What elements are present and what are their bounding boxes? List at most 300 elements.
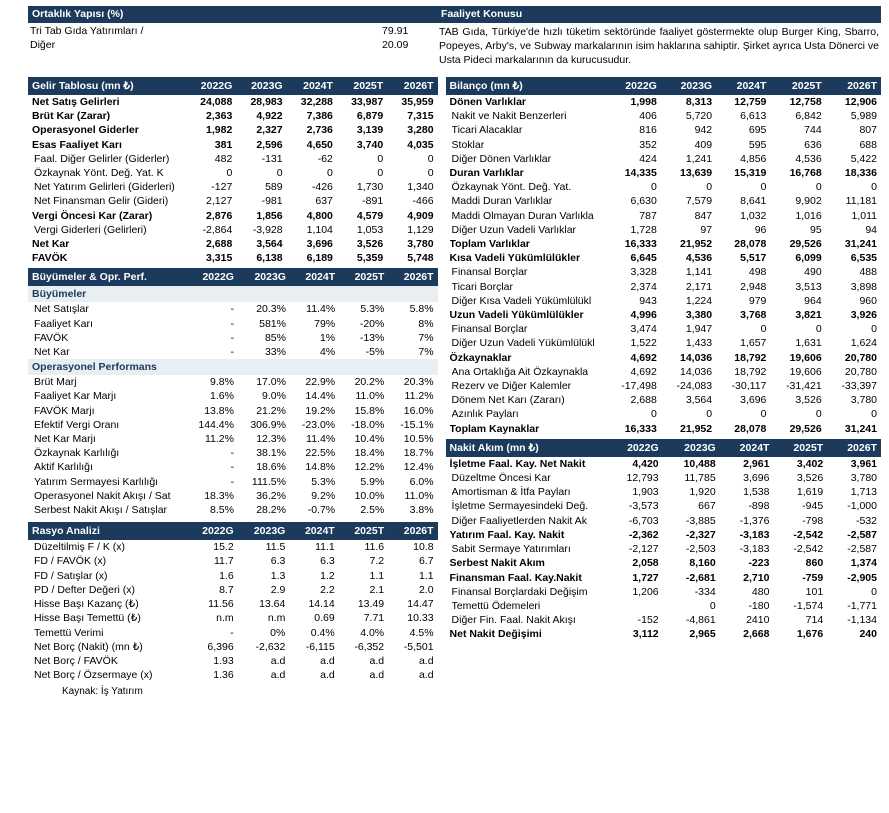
row-value: 11.2% bbox=[204, 433, 234, 446]
table-row bbox=[28, 583, 438, 597]
row-label-cell bbox=[28, 317, 186, 331]
row-value: 4,856 bbox=[740, 152, 767, 165]
row-value: 6,138 bbox=[256, 252, 283, 265]
column-header: 2023G bbox=[238, 268, 290, 286]
row-label-cell bbox=[446, 542, 606, 556]
row-label-cell bbox=[28, 345, 186, 359]
row-label-cell bbox=[28, 95, 186, 109]
row-value: 0 bbox=[377, 152, 384, 165]
row-value: 3,898 bbox=[850, 280, 877, 293]
row-value: a.d bbox=[320, 669, 335, 682]
row-value: 22.9% bbox=[305, 376, 336, 389]
table-row bbox=[28, 194, 438, 208]
row-label: Özkaynak Yönt. Değ. Yat. K bbox=[34, 167, 164, 180]
row-label: İşletme Faal. Kay. Net Nakit bbox=[449, 457, 586, 470]
row-value: 4,420 bbox=[632, 457, 659, 470]
row-label-cell bbox=[28, 418, 186, 432]
row-value: 28,983 bbox=[250, 96, 283, 108]
row-value: 7.71 bbox=[363, 612, 385, 625]
row-value: 3,768 bbox=[740, 309, 767, 322]
column-header: 2024T bbox=[287, 77, 337, 95]
row-value: 29,526 bbox=[789, 422, 822, 435]
row-value: 498 bbox=[748, 266, 767, 279]
row-value: n.m bbox=[216, 612, 234, 625]
table-row bbox=[28, 654, 438, 668]
row-label-cell bbox=[446, 528, 606, 542]
row-value: 19,606 bbox=[789, 365, 822, 378]
row-label: Yatırım Sermayesi Karlılığı bbox=[34, 475, 159, 488]
row-value: -15.1% bbox=[400, 418, 434, 431]
ownership-row bbox=[28, 39, 437, 53]
cash-flow-table bbox=[446, 439, 881, 642]
row-value: 0.4% bbox=[310, 626, 335, 639]
column-header: 2025T bbox=[339, 522, 388, 540]
row-value: 33% bbox=[264, 346, 286, 359]
row-value: 3,926 bbox=[850, 309, 877, 322]
row-value: -180 bbox=[748, 599, 770, 612]
row-value: 3,328 bbox=[630, 266, 657, 279]
row-value: 688 bbox=[859, 138, 877, 151]
row-label-cell bbox=[28, 640, 186, 654]
ownership-label: Diğer bbox=[30, 38, 56, 51]
group-header-row bbox=[28, 359, 438, 375]
row-label-cell bbox=[446, 166, 606, 180]
row-value: 637 bbox=[315, 195, 333, 208]
row-value: 695 bbox=[748, 124, 767, 137]
row-value: 20,780 bbox=[844, 351, 877, 364]
table-row bbox=[28, 209, 438, 223]
row-value: n.m bbox=[267, 612, 286, 625]
row-value: -0.7% bbox=[307, 504, 336, 517]
row-value: 94 bbox=[865, 223, 877, 236]
row-value: 4,922 bbox=[256, 110, 283, 123]
row-label: Serbest Nakit Akışı / Satışlar bbox=[34, 504, 168, 517]
row-value: 5.8% bbox=[409, 303, 434, 316]
row-value: 15.8% bbox=[354, 404, 385, 417]
row-value: 1,224 bbox=[685, 294, 713, 307]
row-value: 6,879 bbox=[356, 110, 384, 123]
row-value: 943 bbox=[639, 294, 657, 307]
row-value: 8,313 bbox=[685, 96, 713, 108]
row-value: 381 bbox=[214, 138, 233, 151]
row-value: 11.7 bbox=[214, 555, 234, 568]
row-value: 28,078 bbox=[734, 238, 767, 251]
row-value: 424 bbox=[639, 152, 657, 165]
row-value: 18.7% bbox=[403, 447, 434, 460]
row-value: 24,088 bbox=[200, 96, 233, 108]
table-row bbox=[28, 503, 438, 517]
row-value: 5,720 bbox=[685, 110, 713, 123]
row-label-cell bbox=[446, 280, 606, 294]
row-value: 3,526 bbox=[356, 238, 384, 251]
row-label: PD / Defter Değeri (x) bbox=[34, 583, 135, 596]
row-value: 8,160 bbox=[689, 557, 716, 570]
row-value: 2,374 bbox=[630, 280, 657, 293]
row-value: 6,645 bbox=[630, 252, 657, 265]
table-row bbox=[446, 365, 881, 379]
table-row bbox=[446, 457, 881, 471]
row-value: 10.4% bbox=[354, 433, 385, 446]
row-value: -891 bbox=[362, 195, 384, 208]
row-value: 0 bbox=[377, 167, 384, 180]
row-label-cell bbox=[28, 432, 186, 446]
row-value: 3,696 bbox=[740, 394, 767, 407]
row-value: 0 bbox=[815, 408, 822, 421]
row-value: 16.0% bbox=[403, 404, 434, 417]
row-value: 0 bbox=[706, 181, 713, 194]
row-label: Özkaynaklar bbox=[449, 351, 512, 364]
business-block bbox=[437, 6, 881, 67]
row-label: Diğer Kısa Vadeli Yükümlülükl bbox=[451, 294, 592, 307]
row-value: 11.0% bbox=[355, 390, 385, 403]
column-header: 2023G bbox=[236, 77, 286, 95]
row-value: 5,422 bbox=[850, 152, 877, 165]
row-value: 0 bbox=[760, 323, 767, 336]
row-value: 4,909 bbox=[407, 209, 434, 222]
row-value: 1,730 bbox=[356, 181, 384, 194]
row-value: 4,692 bbox=[630, 351, 657, 364]
row-label: Net Satışlar bbox=[34, 303, 89, 316]
row-value: 15,319 bbox=[734, 167, 767, 180]
row-label: Net Finansman Gelir (Gideri) bbox=[34, 195, 169, 208]
row-value: 1,129 bbox=[407, 223, 434, 236]
table-title: Nakit Akım (mn ₺) bbox=[446, 439, 606, 457]
row-value: 1,206 bbox=[632, 585, 659, 598]
row-label: Net Kar bbox=[32, 238, 70, 251]
row-label-cell bbox=[28, 302, 186, 316]
row-value: 4,536 bbox=[795, 152, 822, 165]
column-header: 2025T bbox=[337, 77, 387, 95]
row-value: 1,903 bbox=[632, 486, 659, 499]
row-value: 6,842 bbox=[795, 110, 822, 123]
row-value: 11.56 bbox=[208, 598, 234, 611]
row-value: 16,333 bbox=[624, 422, 657, 435]
row-value: -466 bbox=[412, 195, 434, 208]
row-label: Operasyonel Giderler bbox=[32, 124, 139, 137]
row-value: 0 bbox=[871, 585, 877, 598]
row-label: FAVÖK bbox=[34, 331, 69, 344]
row-value: -62 bbox=[317, 152, 333, 165]
row-value: 14.14 bbox=[308, 598, 335, 611]
table-row bbox=[446, 95, 881, 109]
row-label: Maddi Olmayan Duran Varlıkla bbox=[451, 209, 594, 222]
table-row bbox=[446, 251, 881, 265]
row-label: Faal. Diğer Gelirler (Giderler) bbox=[34, 152, 170, 165]
row-value: 4,692 bbox=[630, 365, 657, 378]
table-row bbox=[446, 109, 881, 123]
row-value: 21,952 bbox=[679, 238, 713, 251]
row-value: -2,587 bbox=[847, 528, 877, 541]
row-value: 19,606 bbox=[789, 351, 822, 364]
row-label: Maddi Duran Varlıklar bbox=[451, 195, 553, 208]
row-label: Stoklar bbox=[451, 138, 485, 151]
row-value: 18.4% bbox=[354, 447, 385, 460]
row-label: Operasyonel Nakit Akışı / Sat bbox=[34, 489, 171, 502]
row-value: 3,112 bbox=[632, 628, 659, 641]
row-value: 2,327 bbox=[256, 124, 283, 137]
row-value: 5,989 bbox=[850, 110, 877, 123]
row-label-cell bbox=[28, 251, 186, 265]
row-value: -127 bbox=[211, 181, 233, 194]
table-row bbox=[28, 460, 438, 474]
row-value: 7,315 bbox=[407, 110, 434, 123]
row-value: 11,181 bbox=[845, 195, 877, 208]
row-value: 12.3% bbox=[256, 433, 286, 446]
row-label-cell bbox=[446, 499, 606, 513]
row-value: 2.1 bbox=[369, 583, 385, 596]
row-value: -3,183 bbox=[739, 528, 770, 541]
table-row bbox=[446, 514, 881, 528]
row-value: -3,885 bbox=[685, 514, 716, 527]
row-label-cell bbox=[28, 180, 186, 194]
row-value: -31,421 bbox=[786, 380, 822, 393]
row-label-cell bbox=[446, 379, 606, 393]
row-label-cell bbox=[28, 389, 186, 403]
row-value: 490 bbox=[804, 266, 822, 279]
table-row bbox=[446, 571, 881, 585]
row-label: Hisse Başı Kazanç (₺) bbox=[34, 598, 139, 611]
row-value: 11.0% bbox=[404, 489, 434, 502]
row-label-cell bbox=[28, 583, 186, 597]
row-value: 807 bbox=[859, 124, 877, 137]
row-value: 3,696 bbox=[743, 472, 770, 485]
row-value: -898 bbox=[748, 500, 770, 513]
row-label-cell bbox=[446, 365, 606, 379]
row-value: 9.8% bbox=[210, 376, 234, 389]
row-value: 18.6% bbox=[256, 461, 286, 474]
row-value: 14.47 bbox=[407, 598, 434, 611]
row-value: a.d bbox=[320, 654, 335, 667]
table-row bbox=[446, 294, 881, 308]
row-value: 2,058 bbox=[632, 557, 659, 570]
source-note: Kaynak: İş Yatırım bbox=[62, 686, 143, 698]
row-label: Serbest Nakit Akım bbox=[449, 557, 545, 570]
row-label-cell bbox=[28, 109, 186, 123]
ownership-title: Ortaklık Yapısı (%) bbox=[28, 6, 437, 23]
row-value: 12,906 bbox=[844, 96, 877, 108]
row-label: Özkaynak Yönt. Değ. Yat. bbox=[451, 181, 572, 194]
table-row bbox=[28, 668, 438, 682]
row-label-cell bbox=[446, 209, 606, 223]
table-row bbox=[28, 345, 438, 359]
row-label-cell bbox=[28, 194, 186, 208]
row-label-cell bbox=[446, 393, 606, 407]
row-value: -1,134 bbox=[847, 614, 877, 627]
row-value: 589 bbox=[265, 181, 283, 194]
row-label-cell bbox=[28, 166, 186, 180]
row-value: -24,083 bbox=[676, 380, 713, 393]
row-value: 0 bbox=[760, 181, 767, 194]
row-label-cell bbox=[446, 627, 606, 641]
row-label-cell bbox=[28, 375, 186, 389]
row-value: 38.1% bbox=[256, 447, 286, 460]
row-label: Düzeltilmiş F / K (x) bbox=[34, 541, 126, 554]
row-value: -30,117 bbox=[731, 380, 767, 393]
row-value: 20,780 bbox=[844, 365, 877, 378]
table-title: Bilanço (mn ₺) bbox=[446, 77, 606, 95]
row-value: 20.3% bbox=[403, 376, 434, 389]
row-value: 0% bbox=[270, 626, 286, 639]
row-value: -2,362 bbox=[628, 528, 659, 541]
row-value: -6,352 bbox=[354, 640, 385, 653]
row-value: 14.8% bbox=[305, 461, 336, 474]
row-value: 97 bbox=[700, 223, 713, 236]
row-value: 2.9 bbox=[270, 583, 286, 596]
row-value: 5.9% bbox=[360, 475, 385, 488]
row-label-cell bbox=[28, 540, 186, 554]
table-row bbox=[28, 123, 438, 137]
row-label: Aktif Karlılığı bbox=[34, 461, 93, 474]
balance-sheet-table bbox=[446, 77, 881, 436]
row-value: 10.0% bbox=[354, 489, 385, 502]
row-value: 744 bbox=[804, 124, 822, 137]
row-value: -1,574 bbox=[793, 599, 824, 612]
row-value: 17.0% bbox=[256, 376, 286, 389]
row-value: 35,959 bbox=[401, 96, 434, 108]
row-value: 4.5% bbox=[409, 626, 434, 639]
row-value: 9,902 bbox=[795, 195, 822, 208]
row-value: 1,676 bbox=[796, 628, 824, 641]
row-value: 12.2% bbox=[354, 461, 385, 474]
table-row bbox=[446, 209, 881, 223]
row-value: 409 bbox=[694, 138, 713, 151]
row-value: a.d bbox=[270, 669, 286, 682]
row-value: -2,632 bbox=[255, 640, 286, 653]
table-row bbox=[446, 379, 881, 393]
row-value: a.d bbox=[270, 654, 286, 667]
row-label-cell bbox=[446, 294, 606, 308]
row-value: 19.2% bbox=[305, 404, 336, 417]
table-row bbox=[28, 569, 438, 583]
row-value: 3,474 bbox=[630, 323, 657, 336]
table-row bbox=[28, 489, 438, 503]
row-label: Hisse Başı Temettü (₺) bbox=[34, 612, 141, 625]
row-value: 3,780 bbox=[407, 238, 434, 251]
row-value: -2,542 bbox=[793, 543, 824, 556]
row-label-cell bbox=[28, 611, 186, 625]
row-value: 964 bbox=[804, 294, 822, 307]
column-header: 2024T bbox=[720, 439, 774, 457]
row-label: Vergi Giderleri (Gelirleri) bbox=[34, 223, 147, 236]
row-label-cell bbox=[28, 460, 186, 474]
row-value: 21.2% bbox=[256, 404, 286, 417]
row-value: 2,710 bbox=[743, 571, 770, 584]
table-row bbox=[28, 180, 438, 194]
table-row bbox=[446, 265, 881, 279]
row-label: Net Borç / FAVÖK bbox=[34, 654, 118, 667]
ownership-rows bbox=[28, 23, 437, 52]
row-label: Temettü Verimi bbox=[34, 626, 104, 639]
row-value: - bbox=[230, 346, 234, 359]
row-value: -532 bbox=[855, 514, 877, 527]
row-label-cell bbox=[446, 599, 606, 613]
row-value: 96 bbox=[754, 223, 767, 236]
row-value: 11.2% bbox=[404, 390, 434, 403]
row-value: 144.4% bbox=[198, 418, 234, 431]
row-label: Temettü Ödemeleri bbox=[451, 599, 541, 612]
ownership-label: Tri Tab Gıda Yatırımları / bbox=[30, 25, 144, 37]
row-value: a.d bbox=[418, 654, 434, 667]
table-row bbox=[28, 95, 438, 109]
column-header: 2026T bbox=[387, 77, 437, 95]
row-value: 1.93 bbox=[213, 654, 234, 667]
row-value: 2,596 bbox=[256, 138, 283, 151]
row-value: 0 bbox=[871, 408, 877, 421]
row-label-cell bbox=[446, 308, 606, 322]
row-value: 1,856 bbox=[256, 209, 283, 222]
table-row bbox=[446, 556, 881, 570]
row-value: 1,657 bbox=[740, 337, 767, 350]
growth-table bbox=[28, 265, 438, 517]
row-label: Kısa Vadeli Yükümlülükler bbox=[449, 252, 581, 265]
row-value: -945 bbox=[802, 500, 824, 513]
row-label: Vergi Öncesi Kar (Zarar) bbox=[32, 209, 153, 222]
row-value: 36.2% bbox=[256, 489, 286, 502]
table-row bbox=[28, 166, 438, 180]
column-header: 2026T bbox=[826, 77, 881, 95]
row-value: -1,376 bbox=[739, 514, 770, 527]
table-row bbox=[28, 611, 438, 625]
row-label: Finansal Borçlar bbox=[451, 266, 528, 279]
row-value: 0.69 bbox=[314, 612, 335, 625]
row-label-cell bbox=[28, 223, 186, 237]
row-label: Ana Ortaklığa Ait Özkaynakla bbox=[451, 365, 589, 378]
row-value: 2,668 bbox=[743, 628, 770, 641]
row-value: 240 bbox=[859, 628, 877, 641]
row-value: -2,327 bbox=[685, 528, 716, 541]
row-value: 11.1 bbox=[315, 541, 335, 554]
row-value: 1,982 bbox=[206, 124, 233, 137]
row-value: 3,780 bbox=[850, 394, 877, 407]
group-label: Büyümeler bbox=[28, 286, 438, 302]
row-value: 1% bbox=[319, 331, 336, 344]
row-label-cell bbox=[446, 422, 606, 436]
row-label-cell bbox=[446, 351, 606, 365]
row-value: 1,538 bbox=[743, 486, 770, 499]
row-label: Ticari Borçlar bbox=[451, 280, 513, 293]
row-value: 15.2 bbox=[213, 541, 234, 554]
row-label-cell bbox=[446, 471, 606, 485]
row-value: 8.7 bbox=[219, 583, 234, 596]
row-label-cell bbox=[446, 194, 606, 208]
row-value: 1,624 bbox=[850, 337, 877, 350]
table-row bbox=[28, 554, 438, 568]
row-label-cell bbox=[28, 123, 186, 137]
row-value: 18,336 bbox=[844, 167, 877, 180]
table-title: Gelir Tablosu (mn ₺) bbox=[28, 77, 186, 95]
row-value: 1,728 bbox=[630, 223, 657, 236]
row-label: Net Borç (Nakit) (mn ₺) bbox=[34, 640, 143, 653]
table-header-row bbox=[28, 77, 438, 95]
table-row bbox=[446, 180, 881, 194]
row-value: 6,613 bbox=[740, 110, 767, 123]
row-value: 28,078 bbox=[734, 422, 767, 435]
row-value: 1,727 bbox=[632, 571, 659, 584]
column-header: 2025T bbox=[773, 439, 827, 457]
row-value: 3,696 bbox=[306, 238, 333, 251]
row-value: 1.1 bbox=[418, 569, 434, 582]
row-label-cell bbox=[446, 514, 606, 528]
row-value: 406 bbox=[639, 110, 657, 123]
row-value: 11.5 bbox=[265, 541, 286, 554]
table-row bbox=[446, 223, 881, 237]
table-row bbox=[446, 123, 881, 137]
row-value: 3,821 bbox=[795, 309, 822, 322]
row-label-cell bbox=[446, 180, 606, 194]
row-value: 7% bbox=[418, 331, 434, 344]
row-label-cell bbox=[28, 331, 186, 345]
income-statement-body bbox=[28, 77, 438, 265]
